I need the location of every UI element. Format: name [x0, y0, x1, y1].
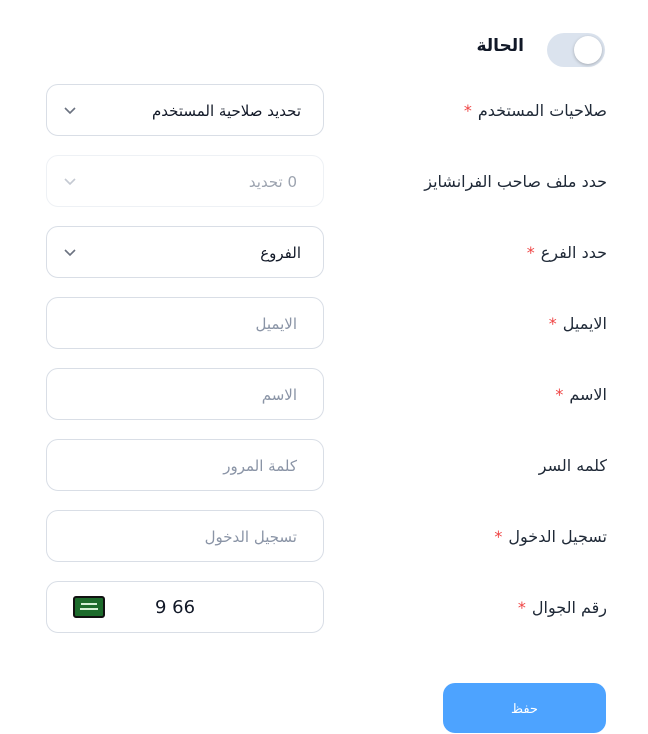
permissions-label: صلاحيات المستخدم*	[463, 101, 607, 120]
name-placeholder: الاسم	[261, 386, 297, 404]
password-row	[0, 439, 648, 493]
login-label: تسجيل الدخول*	[494, 527, 607, 546]
email-row	[0, 297, 648, 351]
login-placeholder: تسجيل الدخول	[204, 528, 297, 546]
required-marker: *	[548, 314, 557, 333]
branch-value: الفروع	[260, 244, 301, 262]
branch-row	[0, 226, 648, 280]
franchise-row	[0, 155, 648, 209]
name-field[interactable]	[46, 368, 324, 420]
required-marker: *	[555, 385, 564, 404]
chevron-down-icon	[63, 174, 77, 188]
toggle-knob	[574, 36, 602, 64]
login-field[interactable]	[46, 510, 324, 562]
required-marker: *	[526, 243, 535, 262]
phone-field[interactable]	[46, 581, 324, 633]
status-label: الحالة	[476, 36, 524, 56]
password-label: كلمه السر	[538, 456, 607, 475]
franchise-label: حدد ملف صاحب الفرانشايز	[424, 172, 607, 191]
name-label: الاسم*	[555, 385, 607, 404]
password-field[interactable]	[46, 439, 324, 491]
save-button[interactable]: حفظ	[443, 683, 606, 733]
password-placeholder: كلمة المرور	[223, 457, 297, 475]
chevron-down-icon	[63, 103, 77, 117]
email-label: الايميل*	[548, 314, 607, 333]
required-marker: *	[463, 101, 472, 120]
franchise-select[interactable]	[46, 155, 324, 207]
permissions-value: تحديد صلاحية المستخدم	[151, 102, 301, 120]
phone-row	[0, 581, 648, 635]
branch-select[interactable]	[46, 226, 324, 278]
login-row	[0, 510, 648, 564]
required-marker: *	[517, 598, 526, 617]
phone-label: رقم الجوال*	[517, 598, 607, 617]
franchise-placeholder: 0 تحديد	[248, 173, 297, 191]
email-placeholder: الايميل	[255, 315, 297, 333]
chevron-down-icon	[63, 245, 77, 259]
permissions-row	[0, 84, 648, 138]
status-toggle[interactable]	[547, 33, 605, 67]
permissions-select[interactable]	[46, 84, 324, 136]
name-row	[0, 368, 648, 422]
phone-value: 9 66	[155, 597, 196, 618]
branch-label: حدد الفرع*	[526, 243, 607, 262]
required-marker: *	[494, 527, 503, 546]
saudi-flag-icon[interactable]	[73, 596, 105, 618]
email-field[interactable]	[46, 297, 324, 349]
